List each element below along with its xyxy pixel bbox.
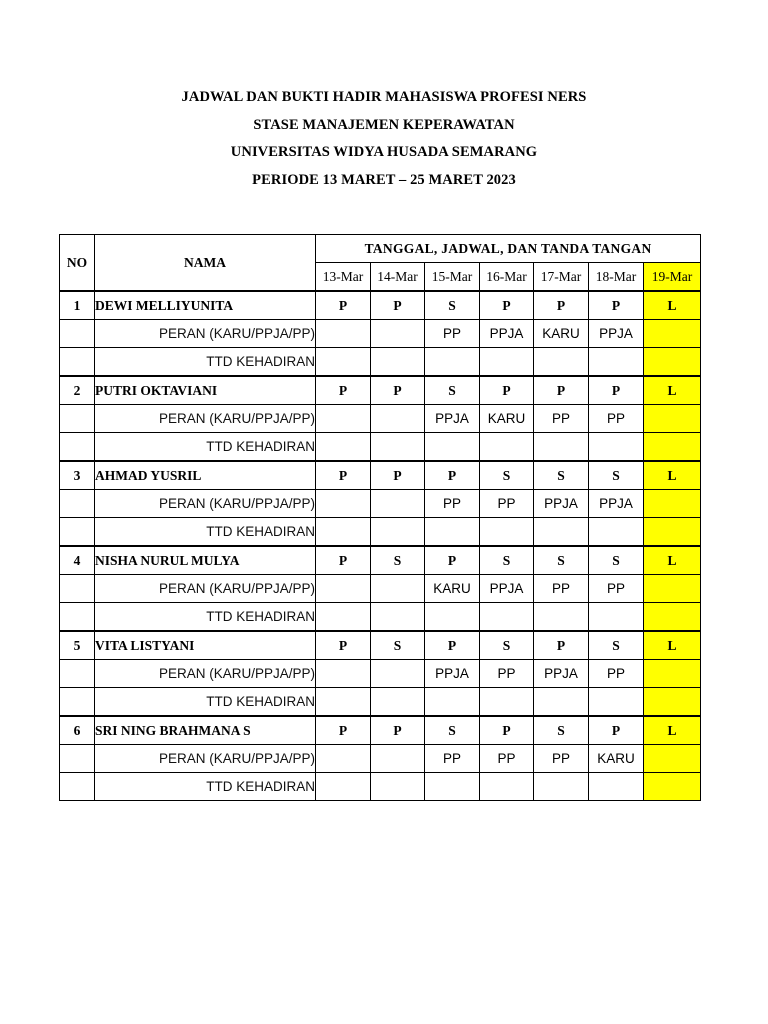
student-number: 4 bbox=[60, 546, 95, 575]
empty-cell bbox=[60, 348, 95, 377]
schedule-cell: L bbox=[644, 376, 701, 405]
signature-cell[interactable] bbox=[371, 348, 425, 377]
signature-cell[interactable] bbox=[316, 603, 371, 632]
signature-row bbox=[60, 773, 701, 801]
role-row bbox=[60, 660, 701, 688]
signature-cell[interactable] bbox=[534, 773, 589, 801]
schedule-cell: P bbox=[534, 291, 589, 320]
role-cell bbox=[644, 660, 701, 688]
schedule-cell: L bbox=[644, 546, 701, 575]
signature-label: TTD KEHADIRAN bbox=[95, 603, 316, 632]
schedule-cell: L bbox=[644, 291, 701, 320]
role-cell bbox=[371, 660, 425, 688]
signature-cell[interactable] bbox=[589, 433, 644, 462]
signature-cell[interactable] bbox=[425, 603, 480, 632]
role-cell bbox=[316, 405, 371, 433]
role-cell: PP bbox=[589, 575, 644, 603]
signature-row bbox=[60, 688, 701, 717]
role-label: PERAN (KARU/PPJA/PP) bbox=[95, 660, 316, 688]
student-number: 5 bbox=[60, 631, 95, 660]
role-label: PERAN (KARU/PPJA/PP) bbox=[95, 490, 316, 518]
schedule-cell: L bbox=[644, 631, 701, 660]
empty-cell bbox=[60, 603, 95, 632]
schedule-cell: P bbox=[534, 376, 589, 405]
role-cell: PPJA bbox=[425, 660, 480, 688]
student-name: DEWI MELLIYUNITA bbox=[95, 291, 316, 320]
role-cell: PPJA bbox=[480, 320, 534, 348]
signature-cell[interactable] bbox=[371, 773, 425, 801]
date-header: 16-Mar bbox=[480, 263, 534, 292]
signature-cell[interactable] bbox=[316, 348, 371, 377]
schedule-cell: S bbox=[371, 631, 425, 660]
signature-cell[interactable] bbox=[371, 688, 425, 717]
header-no: NO bbox=[60, 235, 95, 292]
schedule-cell: P bbox=[589, 291, 644, 320]
signature-cell[interactable] bbox=[534, 348, 589, 377]
schedule-cell: S bbox=[371, 546, 425, 575]
role-cell bbox=[371, 320, 425, 348]
role-cell: PP bbox=[589, 405, 644, 433]
role-cell: PP bbox=[480, 745, 534, 773]
schedule-cell: S bbox=[425, 716, 480, 745]
schedule-cell: P bbox=[371, 716, 425, 745]
schedule-cell: S bbox=[589, 546, 644, 575]
date-header: 19-Mar bbox=[644, 263, 701, 292]
empty-cell bbox=[60, 433, 95, 462]
schedule-cell: L bbox=[644, 716, 701, 745]
role-cell: PP bbox=[425, 745, 480, 773]
signature-cell[interactable] bbox=[371, 518, 425, 547]
signature-cell[interactable] bbox=[425, 518, 480, 547]
title-line-1: JADWAL DAN BUKTI HADIR MAHASISWA PROFESI NERS bbox=[181, 89, 587, 105]
empty-cell bbox=[60, 773, 95, 801]
attendance-table bbox=[59, 234, 701, 801]
signature-row bbox=[60, 433, 701, 462]
title-line-3: UNIVERSITAS WIDYA HUSADA SEMARANG bbox=[230, 144, 538, 160]
student-row bbox=[60, 631, 701, 660]
role-cell: PP bbox=[534, 745, 589, 773]
role-label: PERAN (KARU/PPJA/PP) bbox=[95, 575, 316, 603]
signature-cell[interactable] bbox=[644, 433, 701, 462]
header-nama: NAMA bbox=[95, 235, 316, 292]
schedule-cell: P bbox=[425, 461, 480, 490]
role-cell bbox=[316, 745, 371, 773]
role-cell: KARU bbox=[589, 745, 644, 773]
student-number: 2 bbox=[60, 376, 95, 405]
schedule-cell: P bbox=[316, 546, 371, 575]
role-cell: PPJA bbox=[425, 405, 480, 433]
student-row bbox=[60, 376, 701, 405]
role-cell bbox=[316, 575, 371, 603]
role-cell: KARU bbox=[534, 320, 589, 348]
empty-cell bbox=[60, 518, 95, 547]
role-cell: PP bbox=[534, 405, 589, 433]
schedule-cell: S bbox=[480, 546, 534, 575]
signature-cell[interactable] bbox=[480, 773, 534, 801]
student-name: SRI NING BRAHMANA S bbox=[95, 716, 316, 745]
signature-cell[interactable] bbox=[425, 688, 480, 717]
signature-cell[interactable] bbox=[589, 603, 644, 632]
signature-cell[interactable] bbox=[316, 518, 371, 547]
role-cell: KARU bbox=[480, 405, 534, 433]
empty-cell bbox=[60, 575, 95, 603]
signature-cell[interactable] bbox=[589, 348, 644, 377]
schedule-cell: P bbox=[371, 291, 425, 320]
role-cell bbox=[371, 405, 425, 433]
schedule-cell: P bbox=[480, 376, 534, 405]
schedule-cell: S bbox=[589, 461, 644, 490]
role-label: PERAN (KARU/PPJA/PP) bbox=[95, 745, 316, 773]
schedule-cell: L bbox=[644, 461, 701, 490]
schedule-cell: P bbox=[371, 376, 425, 405]
role-cell bbox=[371, 575, 425, 603]
role-cell bbox=[371, 490, 425, 518]
schedule-cell: S bbox=[534, 461, 589, 490]
schedule-cell: S bbox=[480, 461, 534, 490]
signature-row bbox=[60, 518, 701, 547]
empty-cell bbox=[60, 745, 95, 773]
signature-cell[interactable] bbox=[534, 518, 589, 547]
schedule-cell: P bbox=[425, 631, 480, 660]
role-cell bbox=[316, 490, 371, 518]
student-name: VITA LISTYANI bbox=[95, 631, 316, 660]
role-cell: KARU bbox=[425, 575, 480, 603]
signature-cell[interactable] bbox=[371, 433, 425, 462]
date-header: 14-Mar bbox=[371, 263, 425, 292]
role-label: PERAN (KARU/PPJA/PP) bbox=[95, 320, 316, 348]
schedule-cell: P bbox=[480, 291, 534, 320]
schedule-cell: P bbox=[480, 716, 534, 745]
role-label: PERAN (KARU/PPJA/PP) bbox=[95, 405, 316, 433]
empty-cell bbox=[60, 660, 95, 688]
role-cell bbox=[644, 405, 701, 433]
title-line-4: PERIODE 13 MARET – 25 MARET 2023 bbox=[252, 171, 516, 188]
schedule-cell: P bbox=[316, 716, 371, 745]
empty-cell bbox=[60, 320, 95, 348]
date-header: 13-Mar bbox=[316, 263, 371, 292]
empty-cell bbox=[60, 405, 95, 433]
signature-label: TTD KEHADIRAN bbox=[95, 348, 316, 377]
student-row bbox=[60, 546, 701, 575]
schedule-cell: S bbox=[425, 376, 480, 405]
role-row bbox=[60, 405, 701, 433]
student-row bbox=[60, 461, 701, 490]
signature-cell[interactable] bbox=[480, 433, 534, 462]
schedule-cell: P bbox=[534, 631, 589, 660]
signature-label: TTD KEHADIRAN bbox=[95, 688, 316, 717]
schedule-cell: S bbox=[534, 716, 589, 745]
role-cell: PPJA bbox=[589, 320, 644, 348]
student-number: 3 bbox=[60, 461, 95, 490]
student-number: 1 bbox=[60, 291, 95, 320]
signature-row bbox=[60, 603, 701, 632]
schedule-cell: P bbox=[589, 376, 644, 405]
role-cell: PPJA bbox=[534, 490, 589, 518]
schedule-cell: P bbox=[316, 631, 371, 660]
student-row bbox=[60, 291, 701, 320]
signature-cell[interactable] bbox=[644, 603, 701, 632]
role-cell: PPJA bbox=[589, 490, 644, 518]
signature-cell[interactable] bbox=[589, 688, 644, 717]
schedule-cell: P bbox=[589, 716, 644, 745]
signature-cell[interactable] bbox=[589, 773, 644, 801]
signature-label: TTD KEHADIRAN bbox=[95, 518, 316, 547]
schedule-cell: P bbox=[316, 461, 371, 490]
role-cell bbox=[644, 575, 701, 603]
role-cell: PP bbox=[425, 320, 480, 348]
role-row bbox=[60, 745, 701, 773]
signature-cell[interactable] bbox=[644, 348, 701, 377]
signature-cell[interactable] bbox=[425, 773, 480, 801]
role-cell: PP bbox=[534, 575, 589, 603]
signature-cell[interactable] bbox=[371, 603, 425, 632]
signature-label: TTD KEHADIRAN bbox=[95, 773, 316, 801]
role-cell: PP bbox=[480, 660, 534, 688]
signature-cell[interactable] bbox=[534, 433, 589, 462]
role-cell: PP bbox=[425, 490, 480, 518]
schedule-cell: P bbox=[371, 461, 425, 490]
schedule-cell: S bbox=[480, 631, 534, 660]
date-header: 17-Mar bbox=[534, 263, 589, 292]
empty-cell bbox=[60, 490, 95, 518]
signature-cell[interactable] bbox=[316, 433, 371, 462]
title-line-2: STASE MANAJEMEN KEPERAWATAN bbox=[253, 116, 515, 133]
signature-cell[interactable] bbox=[316, 773, 371, 801]
student-number: 6 bbox=[60, 716, 95, 745]
signature-cell[interactable] bbox=[644, 688, 701, 717]
signature-cell[interactable] bbox=[534, 603, 589, 632]
signature-cell[interactable] bbox=[316, 688, 371, 717]
signature-cell[interactable] bbox=[480, 348, 534, 377]
schedule-cell: P bbox=[316, 376, 371, 405]
role-cell bbox=[371, 745, 425, 773]
role-cell bbox=[316, 320, 371, 348]
schedule-cell: S bbox=[589, 631, 644, 660]
signature-cell[interactable] bbox=[534, 688, 589, 717]
empty-cell bbox=[60, 688, 95, 717]
schedule-cell: P bbox=[316, 291, 371, 320]
signature-cell[interactable] bbox=[425, 348, 480, 377]
date-header: 15-Mar bbox=[425, 263, 480, 292]
date-header: 18-Mar bbox=[589, 263, 644, 292]
role-cell bbox=[644, 745, 701, 773]
header-schedule-group: TANGGAL, JADWAL, DAN TANDA TANGAN bbox=[316, 235, 701, 263]
signature-cell[interactable] bbox=[480, 603, 534, 632]
signature-label: TTD KEHADIRAN bbox=[95, 433, 316, 462]
signature-cell[interactable] bbox=[644, 518, 701, 547]
student-name: PUTRI OKTAVIANI bbox=[95, 376, 316, 405]
signature-cell[interactable] bbox=[480, 518, 534, 547]
signature-cell[interactable] bbox=[589, 518, 644, 547]
signature-row bbox=[60, 348, 701, 377]
document-title bbox=[0, 84, 768, 194]
signature-cell[interactable] bbox=[425, 433, 480, 462]
schedule-cell: P bbox=[425, 546, 480, 575]
student-row bbox=[60, 716, 701, 745]
signature-cell[interactable] bbox=[480, 688, 534, 717]
schedule-cell: S bbox=[534, 546, 589, 575]
student-name: NISHA NURUL MULYA bbox=[95, 546, 316, 575]
role-row bbox=[60, 320, 701, 348]
role-cell: PP bbox=[589, 660, 644, 688]
student-name: AHMAD YUSRIL bbox=[95, 461, 316, 490]
schedule-cell: S bbox=[425, 291, 480, 320]
role-row bbox=[60, 575, 701, 603]
role-row bbox=[60, 490, 701, 518]
role-cell bbox=[316, 660, 371, 688]
role-cell: PP bbox=[480, 490, 534, 518]
signature-cell[interactable] bbox=[644, 773, 701, 801]
role-cell bbox=[644, 320, 701, 348]
role-cell bbox=[644, 490, 701, 518]
role-cell: PPJA bbox=[534, 660, 589, 688]
role-cell: PPJA bbox=[480, 575, 534, 603]
